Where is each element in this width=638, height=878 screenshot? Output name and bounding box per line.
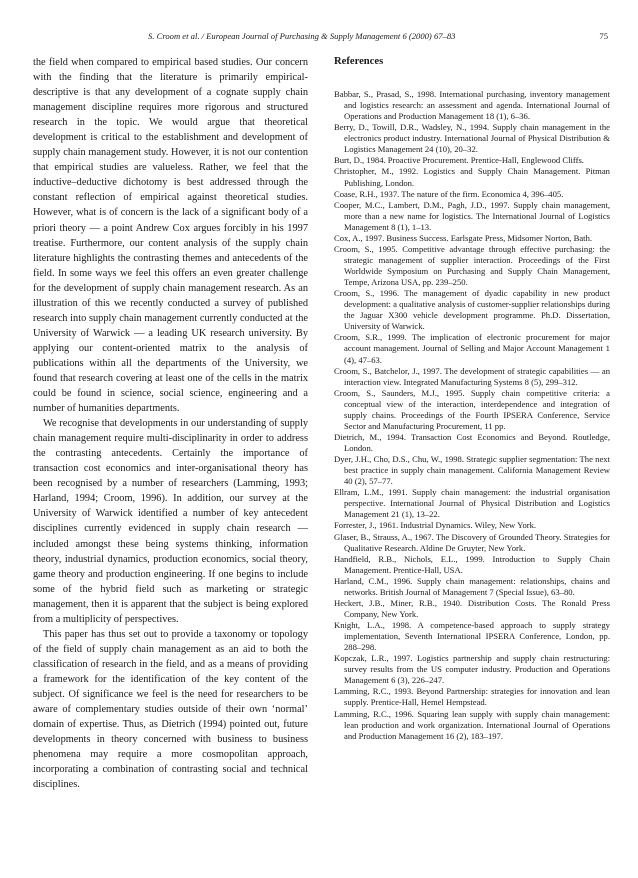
body-paragraph: the field when compared to empirical based studies. Our concern with the finding that the literature is primarily empirical-descriptive is that any development of a cognate supply chain management discipline requires more rigorous and structured research in the topic. We would argue that theoretical development is critical to the establishment and development of supply chain management study. However, it is not our contention that empirical studies are valueless. Rather, we feel that the inductive–deductive dichotomy is best addressed through the constant reflection of empirical against theoretical studies. However, what is of concern is the lack of a significant body of a priori theory — a point Andrew Cox argues forcibly in his 1997 treatise. Furthermore, our content analysis of the supply chain literature highlights the contrasting themes and antecedents of the field. In some ways we feel this offers an even greater challenge for the development of supply chain management research. As an illustration of this we recently conducted a survey of published research into supply chain management currently conducted at the University of Warwick — a leading UK research university. By applying our content-oriented matrix to the analysis of publications within all the departments of the University, we found that research covering at least one of the cells in the matrix could be found in science, social science, engineering and a number of humanities departments. [33,57,308,415]
reference-item: Handfield, R.B., Nichols, E.L., 1999. Introduction to Supply Chain Management. Prentice-Hall, USA. [334,553,610,575]
running-title: S. Croom et al. / European Journal of Purchasing & Supply Management 6 (2000) 67–83 [148,31,456,41]
reference-item: Croom, S., Batchelor, J., 1997. The development of strategic capabilities — an interaction view. Integrated Manufacturing Systems 8 (5), 299–312. [334,365,610,387]
reference-item: Croom, S.R., 1999. The implication of electronic procurement for major account management. Journal of Selling and Major Account Management 1 (4), 47–63. [334,332,610,365]
reference-item: Berry, D., Towill, D.R., Wadsley, N., 1994. Supply chain management in the electronics product industry. International Journal of Physical Distribution & Logistics Management 24 (10), 20–32. [334,122,610,155]
body-text-column [33,55,308,792]
body-paragraph: This paper has thus set out to provide a taxonomy or topology of the field of supply chain management as an aid to both the classification of research in the field, and as a means of providing a framework for the identification of the key content of the subject. Of significance we feel is the need for researchers to be aware of complementary studies outside of their own ‘normal’ domain of expertise. Thus, as Dietrich (1994) pointed out, future developments in theory concerned with business to business phenomena may require a more cosmopolitan approach, incorporating a combination of contrasting social and technical disciplines. [33,628,308,791]
reference-item: Babbar, S., Prasad, S., 1998. International purchasing, inventory management and logistics research: an assessment and agenda. International Journal of Operations and Production Management 18 (1), 6–36. [334,89,610,122]
reference-item: Ellram, L.M., 1991. Supply chain management: the industrial organisation perspective. International Journal of Physical Distribution and Logistics Management 21 (1), 13–22. [334,487,610,520]
reference-item: Christopher, M., 1992. Logistics and Supply Chain Management. Pitman Publishing, London. [334,166,610,188]
reference-item: Cox, A., 1997. Business Success. Earlsgate Press, Midsomer Norton, Bath. [334,232,593,243]
reference-item: Croom, S., 1996. The management of dyadic capability in new product development: a qualitative analysis of customer-supplier relationships during the Jaguar X300 vehicle development programme. Ph.D. Dissertation, University of Warwick. [334,288,610,332]
reference-item: Coase, R.H., 1937. The nature of the firm. Economica 4, 396–405. [334,188,564,199]
reference-item: Croom, S., 1995. Competitive advantage through effective purchasing: the strategic management of supplier interaction. Proceedings of the First Worldwide Symposium on Purchasing and Supply Chain Management, Tempe, Arizona USA, pp. 239–250. [334,243,610,288]
reference-item: Cooper, M.C., Lambert, D.M., Pagh, J.D., 1997. Supply chain management, more than a new name for logistics. The International Journal of Logistics Management 8 (1), 1–13. [334,199,610,232]
reference-item: Lamming, R.C., 1996. Squaring lean supply with supply chain management: lean production and work organization. International Journal of Operations and Production Management 16 (2), 183–197. [334,708,610,741]
reference-item: Forrester, J., 1961. Industrial Dynamics. Wiley, New York. [334,520,537,531]
reference-item: Glaser, B., Strauss, A., 1967. The Discovery of Grounded Theory. Strategies for Qualitative Research. Aldine De Gruyter, New York. [334,531,610,553]
reference-item: Dietrich, M., 1994. Transaction Cost Economics and Beyond. Routledge, London. [334,431,610,453]
reference-item: Knight, L.A., 1998. A competence-based approach to supply strategy implementation, Seventh International IPSERA Conference, London, pp. 288–298. [334,620,610,653]
reference-item: Harland, C.M., 1996. Supply chain management: relationships, chains and networks. British Journal of Management 7 (Special Issue), 63–80. [334,575,610,597]
running-header [30,31,608,45]
references-column [334,55,610,742]
reference-item: Dyer, J.H., Cho, D.S., Chu, W., 1998. Strategic supplier segmentation: The next best practice in supply chain management. California Management Review 40 (2), 57–77. [334,454,610,487]
reference-item: Kopczak, L.R., 1997. Logistics partnership and supply chain restructuring: survey results from the US computer industry. Production and Operations Management 6 (3), 226–247. [334,653,610,686]
reference-item: Lamming, R.C., 1993. Beyond Partnership: strategies for innovation and lean supply. Prentice-Hall, Hemel Hempstead. [334,686,610,708]
reference-list [334,89,610,742]
reference-item: Burt, D., 1984. Proactive Procurement. Prentice-Hall, Englewood Cliffs. [334,155,584,166]
reference-item: Heckert, J.B., Miner, R.B., 1940. Distribution Costs. The Ronald Press Company, New York. [334,597,610,619]
references-heading: References [334,56,384,67]
body-paragraph: We recognise that developments in our understanding of supply chain management require multi-disciplinarity in order to address the contrasting antecedents. Certainly the importance of transaction cost economics and inter-organisational theory has been recognised by a number of researchers (Lamming, 1993; Harland, 1994; Croom, 1996). In addition, our survey at the University of Warwick identified a number of key antecedent disciplines currently evidenced in supply chain research — included amongst these being systems thinking, information theory, industrial dynamics, production economics, social theory, game theory and production engineering. If one begins to include some of the hybrid field such as marketing or strategic management, then it is apparent that the subject is being explored from a multiplicity of perspectives. [33,418,308,625]
page-number: 75 [599,31,608,41]
reference-item: Croom, S., Saunders, M.J., 1995. Supply chain competitive criteria: a conceptual view of the interaction, interdependence and integration of supply chains. Proceedings of the Fourth IPSERA Conference, Service Sector and Manufacturing Procurement, 11 pp. [334,387,610,431]
